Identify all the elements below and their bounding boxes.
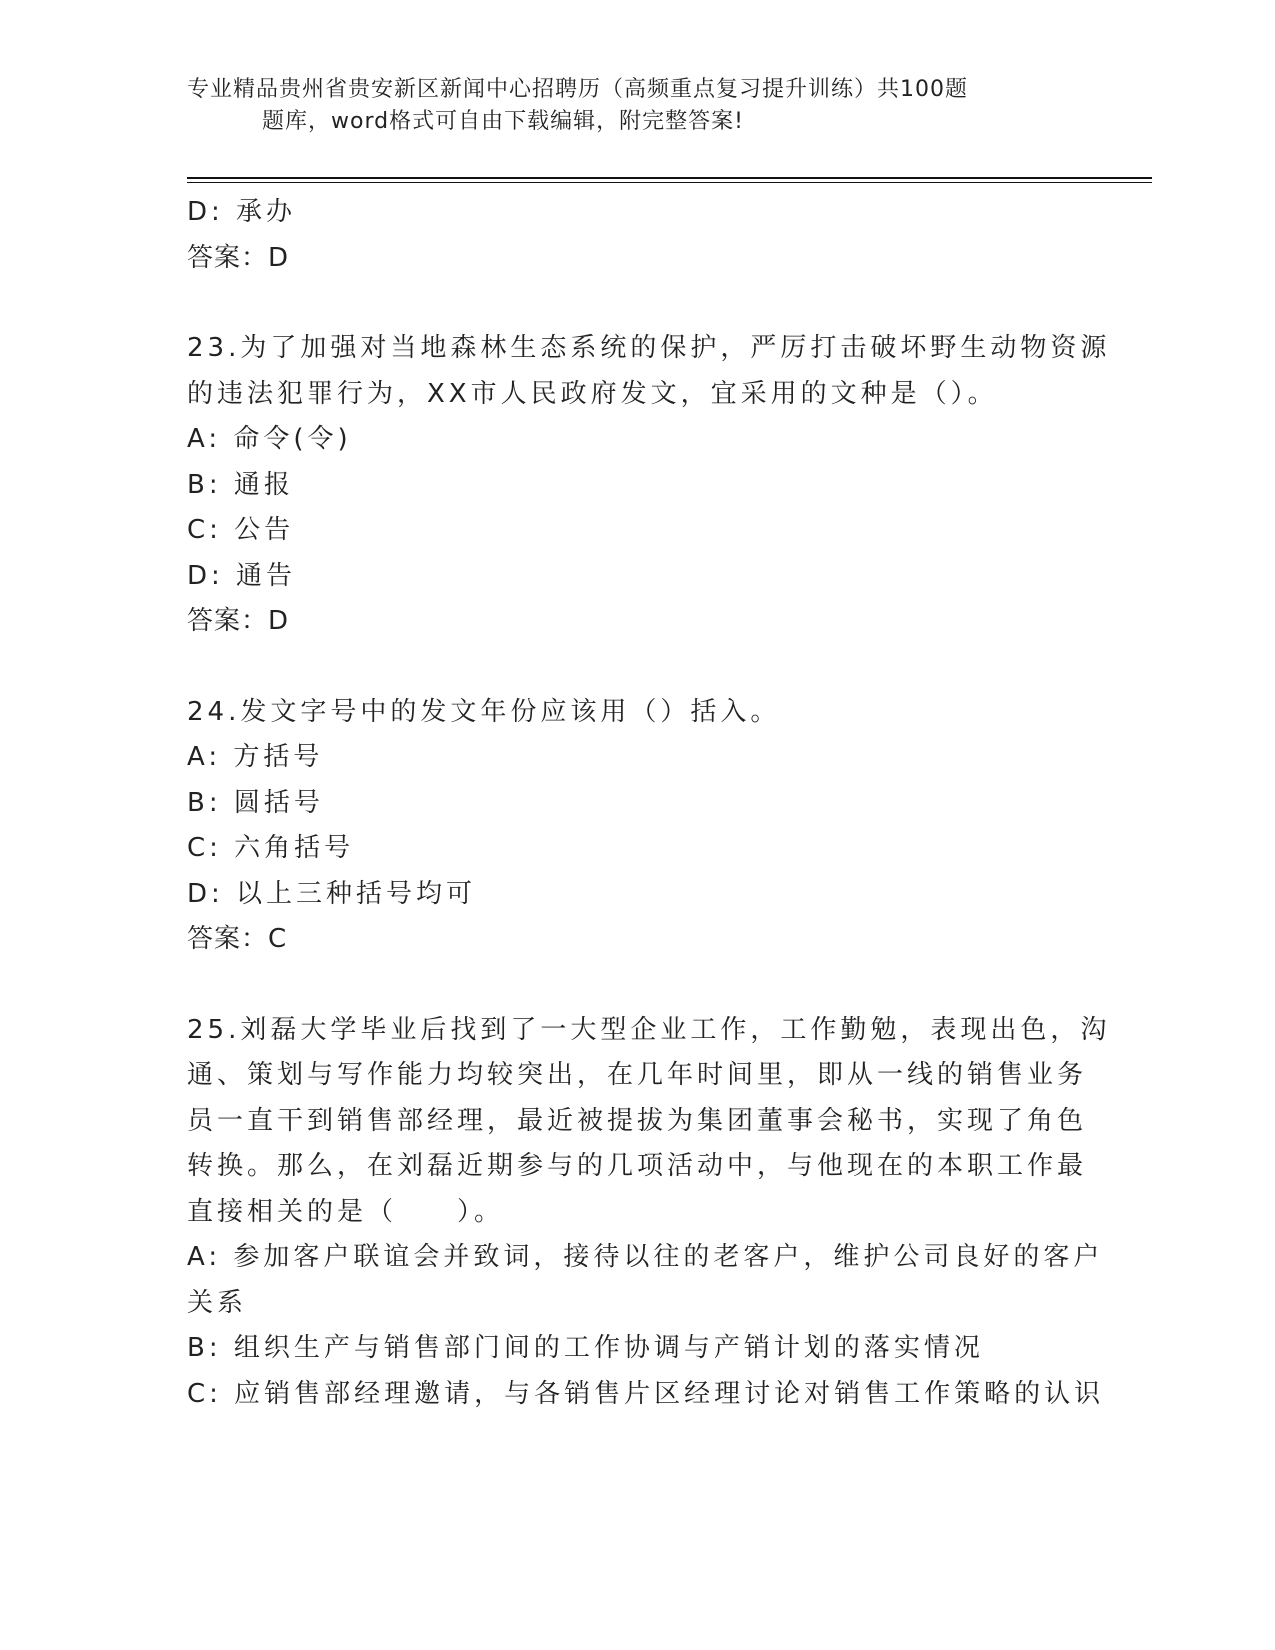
question-25-option-a: A: 参加客户联谊会并致词，接待以往的老客户，维护公司良好的客户 [187,1242,1104,1272]
question-24-option-b: B: 圆括号 [187,787,324,818]
header-title-line-1: 专业精品贵州省贵安新区新闻中心招聘历（高频重点复习提升训练）共100题 [187,77,968,102]
question-25 [187,1008,1111,1418]
question-23-option-a: A: 命令(令) [187,424,352,454]
question-25-line-2: 通、策划与写作能力均较突出，在几年时间里，即从一线的销售业务 [187,1060,1088,1090]
header-rule-thin [187,182,1152,183]
spacer [187,645,1077,690]
spacer [187,963,1077,1008]
question-23-line-1: 23.为了加强对当地森林生态系统的保护，严厉打击破坏野生动物资源 [187,333,1111,363]
question-25-option-b: B: 组织生产与销售部门间的工作协调与产销计划的落实情况 [187,1333,984,1363]
question-24-line-1: 24.发文字号中的发文年份应该用（）括入。 [187,696,781,727]
question-24-option-a: A: 方括号 [187,742,324,772]
question-24 [187,690,1077,963]
question-23-option-b: B: 通报 [187,469,294,500]
document-body [187,190,1111,1417]
question-24-option-d: D: 以上三种括号均可 [187,878,477,909]
question-24-option-c: C: 六角括号 [187,833,355,863]
question-25-option-a-cont: 关系 [187,1287,248,1318]
question-23-line-2: 的违法犯罪行为，XX市人民政府发文，宜采用的文种是（）。 [187,378,998,409]
question-24-answer: 答案：C [187,924,288,954]
question-25-line-1: 25.刘磊大学毕业后找到了一大型企业工作，工作勤勉，表现出色，沟 [187,1014,1111,1045]
header-title-line-2: 题库，word格式可自由下载编辑，附完整答案! [262,109,744,134]
spacer [187,281,1077,326]
question-23-option-d: D: 通告 [187,560,297,591]
question-25-option-c: C: 应销售部经理邀请，与各销售片区经理讨论对销售工作策略的认识 [187,1378,1105,1409]
question-23-option-c: C: 公告 [187,515,295,545]
question-23 [187,326,1111,645]
prev-answer: 答案：D [187,242,290,273]
question-25-line-5: 直接相关的是（ ）。 [187,1196,505,1227]
header-rule-thick [187,177,1152,179]
question-25-line-4: 转换。那么，在刘磊近期参与的几项活动中，与他现在的本职工作最 [187,1151,1088,1181]
prev-option-d: D: 承办 [187,197,297,227]
page-header [187,74,1067,138]
question-23-answer: 答案：D [187,606,290,636]
question-25-line-3: 员一直干到销售部经理，最近被提拔为集团董事会秘书，实现了角色 [187,1105,1088,1136]
